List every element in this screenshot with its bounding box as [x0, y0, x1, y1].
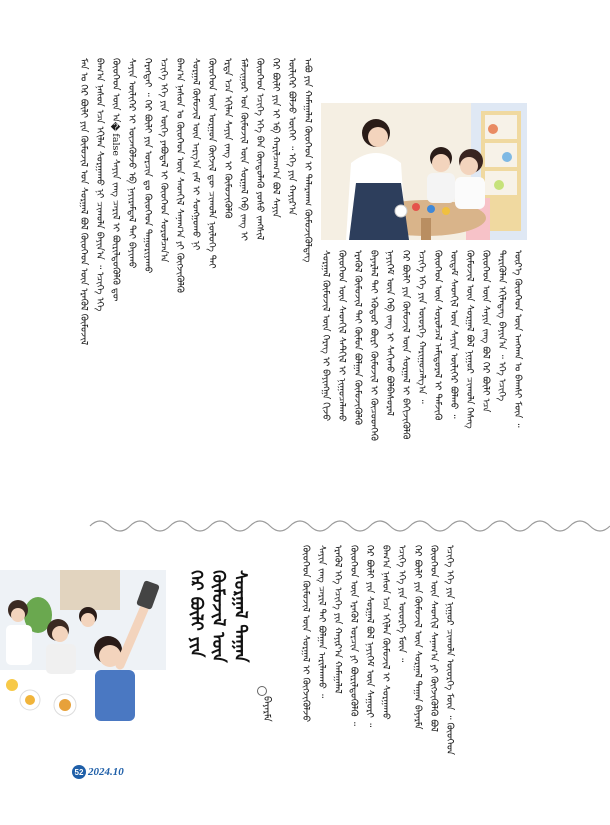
text-column: ᠦᠯᠢᠭᠡᠷ ᠪᠣᠯᠵᠤ ᠦᠭᠡᠢ ᠃ ᠡᠬᠡ ᠶᠢᠨ ᠬᠠᠶᠢᠷ᠎ᠠ [286, 58, 297, 216]
page-number [72, 765, 124, 779]
text-column: ᠡᠴᠢᠭᠡ ᠡᠬᠡ ᠶᠢᠨ ᠦᠦᠷᠭᠡ ᠮᠥᠨ ᠃ [396, 545, 407, 663]
article-title [185, 570, 250, 750]
text-column: ᠡᠴᠢᠭᠡ ᠡᠬᠡ ᠶᠢᠨ ᠨᠢᠭᠤᠷ ᠴᠢᠬᠤᠯᠠ ᠦᠦᠷᠭᠡ ᠮᠥᠨ ᠃ ᠬᠦᠦᠬᠡᠳ [444, 545, 455, 755]
text-column: ᠬᠦᠦᠬᠡᠳ ᠦᠨ ᠠ�false ᠰᠠᠶᠢᠨ ᠵᠠᠩ ᠴᠠᠷᠢᠯ ᠢ ᠪᠦᠷᠢᠯᠳᠦᠭᠦᠯᠬᠦ ᠳᠦ [110, 58, 121, 302]
text-column: ᠠᠪᠤ ᠶᠢᠨ ᠬᠠᠮᠠᠭᠠᠯᠠᠯ ᠬᠦᠦᠬᠡᠳ ᠢ ᠲᠠᠯᠠᠷᠬᠠᠭ ᠬᠦᠮᠦᠵᠢᠭᠦᠯᠳᠡᠭ [302, 58, 313, 263]
text-column: ᠪᠠᠶᠠᠷᠯᠠᠯ ᠲᠠᠢ ᠡᠭᠦᠳᠦᠷ ᠪᠦᠷᠢ ᠬᠦᠮᠦᠵᠢᠯ ᠢ ᠬᠦᠴᠦᠳᠬᠡᠬᠦ [368, 250, 379, 441]
text-column: ᠭᠡᠷ ᠪᠦᠯᠢ ᠶᠢᠨ ᠰᠤᠷᠭᠠᠯ ᠪᠣᠯ ᠨᠡᠶᠢᠭᠡᠮ ᠦᠨ ᠰᠠᠭᠤᠷᠢ ᠃ [364, 545, 375, 728]
text-column: ᠭᠡᠷ ᠪᠦᠯᠢ ᠶᠢᠨ ᠬᠦᠮᠦᠵᠢᠯ ᠦᠨ ᠰᠤᠷᠭᠠᠯ ᠢ ᠪᠡᠬᠢᠵᠢᠭᠦᠯᠬᠦ [400, 250, 411, 440]
text-column: ᠰᠤᠷᠭᠠᠯ ᠬᠦᠮᠦᠵᠢᠯ ᠦᠨ ᠬᠡᠷᠡᠭ ᠢ ᠪᠠᠶᠢᠩᠭᠠ ᠬᠢᠵᠦ [320, 250, 331, 422]
text-column: ᠭᠡᠷ ᠪᠦᠯᠢ ᠶᠢᠨ ᠬᠦᠮᠦᠵᠢᠯ ᠦᠨ ᠰᠤᠷᠭᠠᠯ ᠲᠠᠭᠠᠨ ᠪᠠᠶᠠᠷᠮᠠ [412, 545, 423, 730]
text-column: ᠬᠦᠦᠬᠡᠳ ᠦᠨ ᠰᠡᠳᠬᠢᠯ ᠰᠠᠨᠠᠭ᠎ᠠ ᠶᠢ ᠬᠥᠭᠵᠢᠭᠦᠯᠬᠦ ᠪᠣᠯ [428, 545, 439, 732]
text-column: ᠬᠦᠦᠬᠡᠳ ᠦᠨ ᠰᠠᠶᠢᠨ ᠵᠠᠩ ᠪᠣᠯ ᠭᠡᠷ ᠪᠦᠯᠢ ᠡᠴᠡ [480, 250, 491, 413]
text-column: ᠮᠠᠨ ᠤ ᠭᠡᠷ ᠪᠦᠯᠢ ᠶᠢᠨ ᠬᠦᠮᠦᠵᠢᠯ ᠤᠨ ᠰᠤᠷᠭᠠᠯ ᠪᠣᠯ ᠬᠦᠦᠬᠡᠳ ᠦᠨ ᠡᠷᠡᠭᠦᠯ ᠬᠦᠮᠦᠵᠢᠯ [78, 58, 89, 346]
author-name: ᠪᠠᠶᠠᠷᠮᠠ [261, 696, 272, 722]
text-column: ᠬᠦᠦᠬᠡᠳ ᠦᠨ ᠰᠤᠷᠤᠯᠴᠠᠯ ᠠᠮᠢᠳᠤᠷᠠᠯ ᠢ ᠳᠡᠮᠵᠢᠬᠦ [432, 250, 443, 421]
photo-family-selfie [0, 570, 166, 721]
text-column: ᠡᠷᠡᠭᠦᠯ ᠡᠬᠡ ᠡᠴᠢᠭᠡ ᠶᠢᠨ ᠬᠠᠶᠢᠷ᠎ᠠ ᠬᠠᠮᠠᠭᠠᠯᠠᠯ [332, 545, 343, 694]
text-column: ᠭᠡᠷ ᠪᠦᠯᠢ ᠶᠢᠨ ᠡᠶ ᠡᠪ ᠬᠠᠷᠢᠯᠴᠠᠭ᠎ᠠ ᠪᠣᠯ ᠰᠠᠶᠢᠨ [270, 58, 281, 218]
text-column: ᠬᠡᠷᠡᠭᠲᠡᠢ ᠃ ᠭᠡᠷ ᠪᠦᠯᠢ ᠶᠢᠨ ᠤᠷᠴᠢᠨ ᠳᠤ ᠬᠦᠦᠬᠡᠳ ᠳᠠᠭᠤᠷᠢᠶᠠᠬᠤ [142, 58, 153, 274]
text-column: ᠦᠷ᠎ᠡ ᠬᠦᠦᠬᠡᠳ ᠦᠨ ᠠᠨᠭᠬᠠᠨ ᠤ ᠪᠠᠭᠰᠢ ᠮᠥᠨ ᠃ [512, 250, 523, 428]
text-column: ᠬᠦᠦᠬᠡᠳ ᠦᠨ ᠤᠷᠭᠤᠨ ᠬᠥᠭᠵᠢᠯ ᠳᠦ ᠴᠢᠬᠤᠯᠠ ᠨᠥᠯᠦᠭᠡ ᠲᠠᠢ [206, 58, 217, 269]
text-column: ᠬᠦᠦᠬᠡᠳ ᠦᠨ ᠡᠷᠡᠭᠦᠯ ᠣᠷᠴᠢᠨ ᠶᠢ ᠪᠦᠷᠢᠯᠳᠦᠭᠦᠯᠬᠦ ᠃ [348, 545, 359, 726]
article-title-line: ᠭᠡᠷ ᠪᠦᠯᠢ ᠶᠢᠨ [186, 570, 206, 658]
text-column: ᠦᠳᠡᠮ ᠰᠡᠳᠬᠢᠯ ᠦᠨ ᠰᠠᠶᠢᠨ ᠦᠯᠢᠭᠡᠷ ᠪᠣᠯᠬᠤ ᠃ [448, 250, 459, 419]
text-column: ᠬᠦᠦᠬᠡᠳ ᠦᠨ ᠰᠡᠳᠬᠢᠯ ᠰᠡᠲᠬᠢᠯ ᠢ ᠨᠢᠭᠤᠴᠠᠯᠠᠬᠤ [336, 250, 347, 422]
page-number-badge: 52 [72, 765, 86, 779]
text-column: ᠬᠦᠦᠬᠡᠳ ᠡᠴᠢᠭᠡ ᠡᠬᠡ ᠪᠡᠨ ᠬᠦᠨᠳᠦᠯᠡᠬᠦ ᠶᠣᠰᠣ ᠵᠠᠩᠰᠢᠯ [254, 58, 265, 241]
text-column: ᠮᠠᠯᠵᠢᠭᠤᠷ ᠤᠨ ᠬᠦᠮᠦᠵᠢᠯ ᠦᠨ ᠰᠤᠷᠭᠠᠯ ᠬᠡᠪ ᠵᠠᠩ ᠢ [238, 58, 249, 241]
text-column: ᠡᠴᠢᠭᠡ ᠡᠬᠡ ᠶᠢᠨ ᠦᠦᠷᠭᠡ ᠬᠠᠷᠢᠭᠤᠴᠠᠯᠭ᠎ᠠ ᠃ [416, 250, 427, 404]
author-bullet-icon [257, 686, 267, 696]
text-column: ᠡᠴᠢᠭᠡ ᠡᠬᠡ ᠶᠢᠨ ᠦᠭᠡ ᠶᠠᠪᠤᠳᠠᠯ ᠢ ᠬᠦᠦᠬᠡᠳ ᠰᠤᠷᠤᠯᠴᠠᠨ᠎ᠠ [158, 58, 169, 263]
text-column: ᠨᠡᠶᠢᠭᠡᠮ ᠦᠨ ᠬᠡᠪ ᠵᠠᠩ ᠢ ᠰᠠᠬᠢᠬᠤ ᠪᠣᠯᠪᠠᠰᠤᠷᠠᠯ [384, 250, 395, 416]
text-column: ᠰᠤᠷᠭᠠᠯ ᠬᠦᠮᠦᠵᠢᠯ ᠦᠨ ᠠᠷᠭ᠎ᠠ ᠵᠠᠮ ᠢ ᠰᠣᠩᠭᠣᠬᠤ ᠨᠢ [190, 58, 201, 251]
issue-date: 2024.10 [88, 766, 124, 778]
decorative-wave-divider [90, 511, 610, 541]
article-title-line: ᠬᠦᠮᠦᠵᠢᠯ ᠦᠨ [208, 570, 228, 663]
text-column: ᠬᠦᠮᠦᠵᠢᠯ ᠦᠨ ᠰᠤᠷᠭᠠᠯ ᠪᠣᠯ ᠨᠢᠭᠤᠷ ᠴᠢᠬᠤᠯᠠ ᠬᠡᠰᠡᠭ [464, 250, 475, 429]
text-column: ᠲᠡᠷᠢᠭᠦᠯᠡᠨ ᠡᠬᠢᠯᠡᠳᠡᠭ ᠪᠠᠶᠢᠨ᠎ᠠ ᠃ ᠡᠬᠡ ᠡᠴᠢᠭᠡ [496, 250, 507, 402]
text-column: ᠪᠠᠭ᠎ᠠ ᠨᠠᠰᠤᠨ ᠤ ᠬᠦᠦᠬᠡᠳ ᠦᠨ ᠰᠡᠳᠬᠢᠯ ᠰᠠᠨᠠᠭ᠎ᠠ ᠶᠢ ᠬᠥᠭᠵᠢᠭᠦᠯᠬᠦ [174, 58, 185, 293]
text-column: ᠰᠠᠶᠢᠨ ᠦᠯᠢᠭᠡᠷ ᠢ ᠦᠵᠡᠭᠦᠯᠵᠦ ᠡᠪ ᠨᠠᠶᠢᠷᠠᠮᠳᠠᠯ ᠲᠠᠢ ᠪᠠᠶᠢᠬᠤ [126, 58, 137, 269]
text-column: ᠡᠷᠡᠭᠦᠯ ᠬᠦᠮᠦᠵᠢᠯ ᠲᠡᠢ ᠬᠦᠮᠦᠨ ᠪᠣᠯᠭᠠᠨ ᠬᠥᠮᠦᠵᠢᠭᠦᠯᠬᠦ [352, 250, 363, 426]
text-column: ᠬᠦᠦᠬᠡᠳ ᠬᠦᠮᠦᠵᠢᠯ ᠦᠨ ᠰᠤᠷᠭᠠᠯ ᠢ ᠬᠥᠭᠵᠢᠭᠦᠯᠵᠦ [300, 545, 311, 723]
text-column: ᠰᠠᠶᠢᠨ ᠵᠠᠩ ᠴᠠᠷᠢᠯ ᠲᠡᠢ ᠪᠣᠯᠭᠠᠨ ᠠᠷᠢᠯᠬᠠᠬᠤ ᠃ [316, 545, 327, 698]
text-column: ᠪᠠᠭ᠎ᠠ ᠨᠠᠰᠤᠨ ᠡᠴᠡ ᠡᠬᠢᠯᠡᠨ ᠰᠤᠷᠭᠠᠬᠤ ᠨᠢ ᠴᠢᠬᠤᠯᠠ ᠪᠠᠶᠢᠨ᠎ᠠ ᠃ ᠡᠴᠢᠭᠡ ᠡᠬᠡ [94, 58, 105, 312]
text-column: ᠡᠷᠲᠡ ᠡᠴᠡ ᠡᠬᠢᠯᠡᠨ ᠰᠠᠶᠢᠨ ᠵᠠᠩ ᠢ ᠬᠦᠮᠦᠵᠢᠭᠦᠯᠬᠦ [222, 58, 233, 219]
photo-teacher-with-children [321, 103, 527, 240]
text-column: ᠪᠠᠭ᠎ᠠ ᠨᠠᠰᠤᠨ ᠡᠴᠡ ᠡᠬᠢᠯᠡᠨ ᠬᠦᠮᠦᠵᠢᠯ ᠢ ᠰᠤᠷᠭᠠᠬᠤ [380, 545, 391, 720]
article-title-line: ᠰᠤᠷᠭᠠᠯ ᠲᠠᠭᠠᠨ [230, 570, 250, 663]
